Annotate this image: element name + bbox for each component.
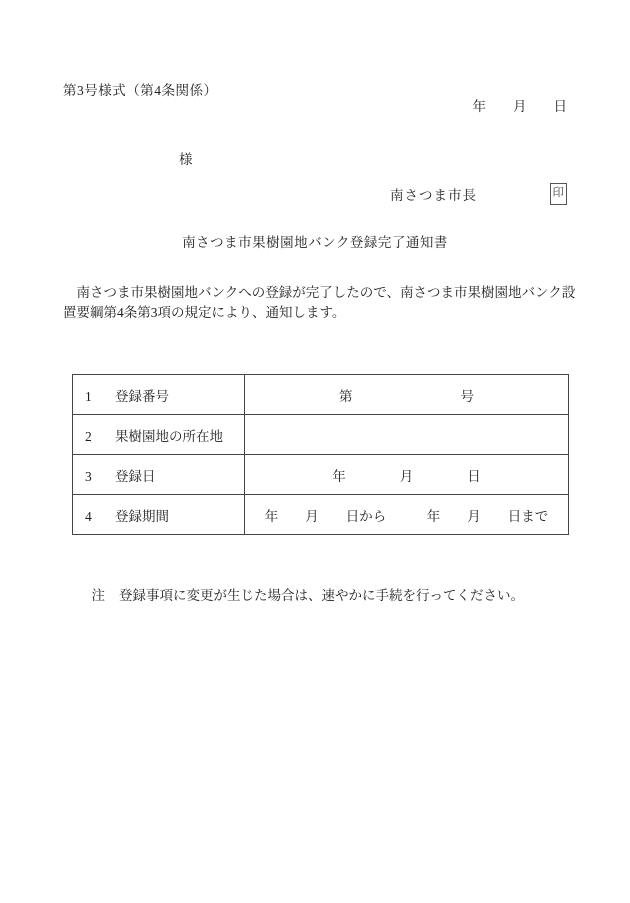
sender-name: 南さつま市長 — [390, 187, 477, 203]
body-line-1: 南さつま市果樹園地バンクへの登録が完了したので、南さつま市果樹園地バンク設 — [63, 285, 576, 300]
row-label: 登録期間 — [115, 508, 169, 524]
row-value: 年 月 日 — [245, 455, 569, 495]
row-value — [245, 415, 569, 455]
body-line-2: 置要綱第4条第3項の規定により、通知します。 — [63, 305, 346, 320]
row-label: 果樹園地の所在地 — [115, 428, 223, 444]
table-row — [73, 455, 569, 495]
table-row — [73, 495, 569, 535]
sender-line — [390, 183, 567, 205]
seal-box: 印 — [550, 183, 568, 205]
table-row — [73, 375, 569, 415]
body-paragraph — [63, 283, 576, 323]
row-number: 2 — [85, 428, 92, 444]
addressee-suffix: 様 — [179, 152, 193, 167]
footnote-label: 注 — [91, 588, 105, 603]
form-number: 第3号様式（第4条関係） — [63, 83, 218, 98]
row-label: 登録番号 — [115, 388, 169, 404]
row-value: 年 月 日から 年 月 日まで — [245, 495, 569, 535]
footnote — [78, 568, 524, 620]
row-value: 第 号 — [245, 375, 569, 415]
table-row — [73, 415, 569, 455]
date-line: 年 月 日 — [472, 99, 567, 114]
registration-table — [72, 374, 569, 535]
row-number: 3 — [85, 468, 92, 484]
footnote-text: 登録事項に変更が生じた場合は、速やかに手続を行ってください。 — [119, 588, 524, 603]
document-title: 南さつま市果樹園地バンク登録完了通知書 — [182, 235, 448, 250]
row-number: 1 — [85, 388, 92, 404]
row-number: 4 — [85, 508, 92, 524]
row-label: 登録日 — [115, 468, 156, 484]
